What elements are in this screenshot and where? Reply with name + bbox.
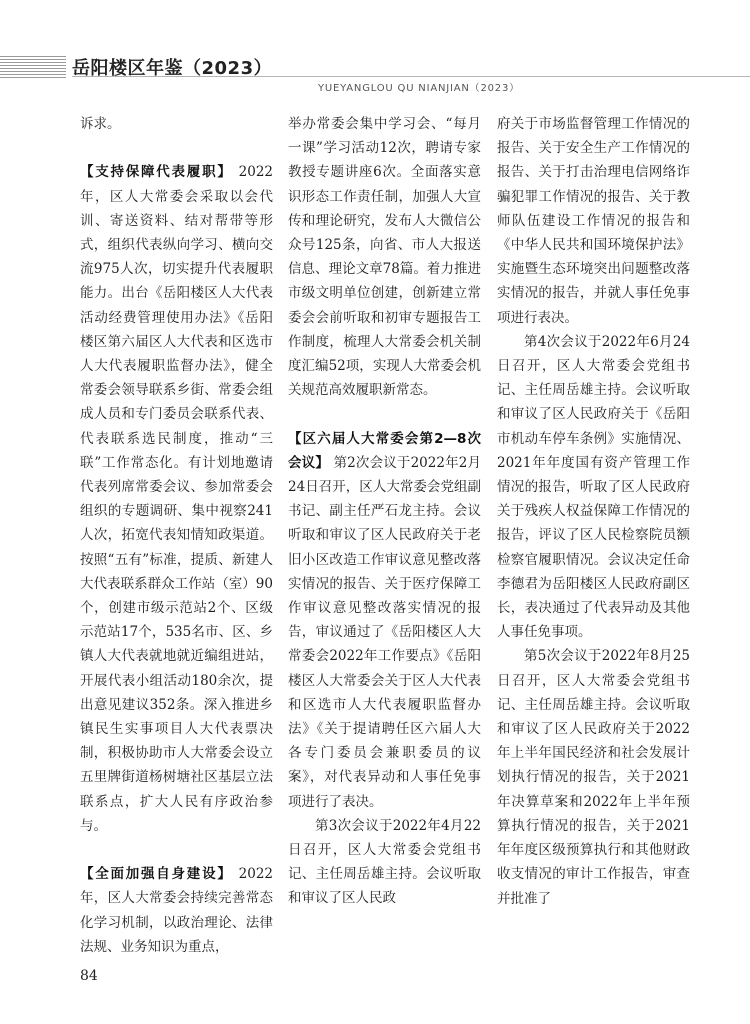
paragraph: 诉求。 — [80, 116, 121, 132]
page-number: 84 — [80, 968, 98, 984]
header-rule — [72, 76, 750, 77]
section-text: 2022年，区人大常委会采取以会代训、寄送资料、结对帮带等形式，组织代表纵向学习、横向交流975人次，切实提升代表履职能力。出台《岳阳楼区人大代表活动经费管理使用办法》《岳阳楼区第六届区人大代表和区选市人大代表履职监督办法》，健全常委会领导联系乡街、常委会组成人员和专门委员会联系代表、代表联系选民制度，推动“三联”工作常态化。有计划地邀请代表列席常委会议、参加常委会组织的专题调研、集中视察241人次，拓宽代表知情知政渠道。按照“五有”标准，提质、新建人大代表联系群众工作站（室）90个，创建市级示范站2个、区级示范站17个，535名市、区、乡镇人大代表就地就近编组进站，开展代表小组活动180余次，提出意见建议352条。深入推进乡镇民生实事项目人大代表票决制，积极协助市人大常委会设立五里牌街道杨树塘社区基层立法联系点，扩大人民有序政治参与。 — [80, 164, 274, 834]
section-heading: 【全面加强自身建设】 — [80, 866, 233, 883]
section-text: 第2次会议于2022年2月24日召开，区人大常委会党组副书记、副主任严石龙主持。会议听取和审议了区人民政府关于老旧小区改造工作审议意见整改落实情况的报告、关于医疗保障工作审议意见整改落实情况的报告，审议通过了《岳阳楼区人大常委会2022年工作要点》《岳阳楼区人大常委会关于区人大代表和区选市人大代表履职监督办法》《关于提请聘任区六届人大各专门委员会兼职委员的议案》，对代表异动和人事任免事项进行了表决。 — [288, 454, 482, 810]
running-header-title: 岳阳楼区年鉴（2023） — [72, 58, 273, 79]
paragraph: 第3次会议于2022年4月22日召开，区人大常委会党组书记、主任周岳雄主持。会议听取和审议了区人民政 — [288, 817, 481, 907]
paragraph-section-self-building — [80, 862, 273, 959]
paragraph: 举办常委会集中学习会、“每月一课”学习活动12次，聘请专家教授专题讲座6次。全面落实意识形态工作责任制，加强人大宣传和理论研究，发布人大微信公众号125条，向省、市人大报送信息、理论文章78篇。着力推进市级文明单位创建，创新建立常委会会前听取和初审专题报告工作制度，梳理人大常委会机关制度汇编52项，实现人大常委会机关规范高效履职新常态。 — [288, 116, 481, 399]
text-column-3 — [497, 112, 690, 911]
text-column-1 — [80, 112, 273, 959]
paragraph-section-representatives — [80, 160, 273, 838]
text-column-2 — [288, 112, 481, 911]
section-heading: 【区六届人大常委会第2—8次会议】 — [288, 430, 481, 471]
running-header-subtitle: YUEYANGLOU QU NIANJIAN（2023） — [318, 83, 520, 94]
paragraph-section-sessions — [288, 427, 481, 814]
section-heading: 【支持保障代表履职】 — [80, 164, 233, 181]
paragraph: 第4次会议于2022年6月24日召开，区人大常委会党组书记、主任周岳雄主持。会议听取和审议了区人民政府关于《岳阳市机动车停车条例》实施情况、2021年年度国有资产管理工作情况的报告，听取了区人民政府关于残疾人权益保障工作情况的报告，评议了区人民检察院员额检察官履职情况。会议决定任命李德君为岳阳楼区人民政府副区长，表决通过了代表异动及其他人事任免事项。 — [497, 333, 690, 641]
paragraph: 第5次会议于2022年8月25日召开，区人大常委会党组书记、主任周岳雄主持。会议听取和审议了区人民政府关于2022年上半年国民经济和社会发展计划执行情况的报告，关于2021年决算草案和2022年上半年预算执行情况的报告，关于2021年年度区级预算执行和其他财政收支情况的审计工作报告，审查并批准了 — [497, 648, 690, 907]
paragraph: 府关于市场监督管理工作情况的报告、关于安全生产工作情况的报告、关于打击治理电信网络诈骗犯罪工作情况的报告、关于教师队伍建设工作情况的报告和《中华人民共和国环境保护法》实施暨生态环境突出问题整改落实情况的报告，并就人事任免事项进行表决。 — [497, 116, 690, 326]
header-stripes-decoration — [0, 56, 66, 80]
section-text: 2022年，区人大常委会持续完善常态化学习机制，以政治理论、法律法规、业务知识为重点， — [80, 866, 274, 955]
